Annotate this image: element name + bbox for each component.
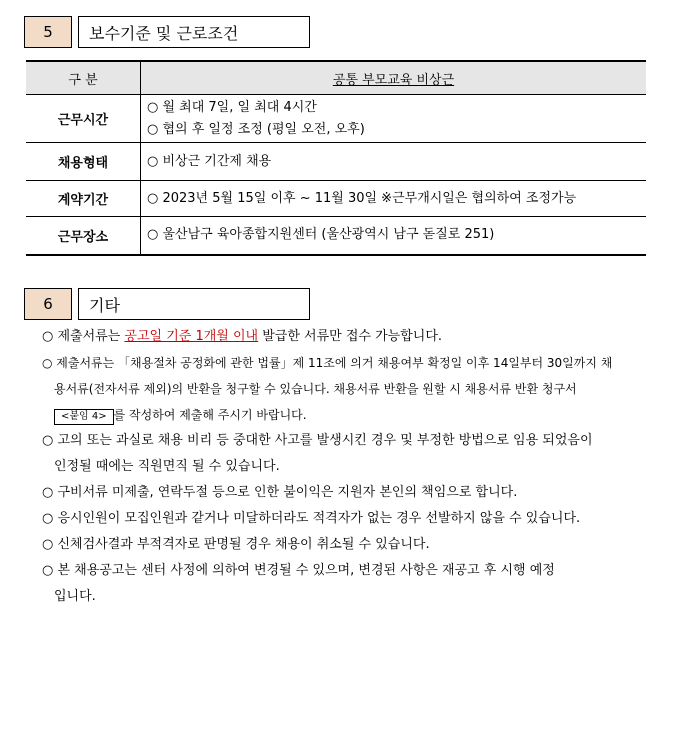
list-item: ○ 본 채용공고는 센터 사정에 의하여 변경될 수 있으며, 변경된 사항은 재공고 후 시행 예정 입니다. bbox=[42, 563, 555, 604]
row-value: ○ 월 최대 7일, 일 최대 4시간 ○ 협의 후 일정 조정 (평일 오전, 오후) bbox=[141, 95, 647, 143]
row-label: 근무시간 bbox=[26, 95, 141, 143]
table-header-value: 공통 부모교육 비상근 bbox=[141, 61, 647, 95]
row-label: 계약기간 bbox=[26, 181, 141, 217]
section-6-heading bbox=[24, 288, 310, 320]
table-row bbox=[26, 95, 646, 143]
row-value: ○ 2023년 5월 15일 이후 ~ 11월 30일 ※근무개시일은 협의하여 조정가능 bbox=[141, 181, 647, 217]
row-value: ○ 비상근 기간제 채용 bbox=[141, 143, 647, 181]
table-row bbox=[26, 217, 646, 255]
notes-list bbox=[42, 324, 652, 610]
deadline-highlight: 공고일 기준 1개월 이내 bbox=[124, 329, 259, 344]
conditions-table bbox=[26, 60, 646, 256]
table-row bbox=[26, 181, 646, 217]
table-header-row bbox=[26, 61, 646, 95]
table-header-label: 구 분 bbox=[26, 61, 141, 95]
section-title: 보수기준 및 근로조건 bbox=[78, 16, 310, 48]
section-number: 5 bbox=[24, 16, 72, 48]
list-item: ○ 신체검사결과 부적격자로 판명될 경우 채용이 취소될 수 있습니다. bbox=[42, 537, 430, 552]
section-title: 기타 bbox=[78, 288, 310, 320]
row-label: 근무장소 bbox=[26, 217, 141, 255]
row-value: ○ 울산남구 육아종합지원센터 (울산광역시 남구 돋질로 251) bbox=[141, 217, 647, 255]
section-number: 6 bbox=[24, 288, 72, 320]
list-item: ○ 제출서류는 공고일 기준 1개월 이내 발급한 서류만 접수 가능합니다. bbox=[42, 329, 443, 344]
list-item: ○ 구비서류 미제출, 연락두절 등으로 인한 불이익은 지원자 본인의 책임으로 합니다. bbox=[42, 485, 518, 500]
attachment-tag: <붙임 4> bbox=[54, 409, 114, 425]
row-label: 채용형태 bbox=[26, 143, 141, 181]
list-item: ○ 응시인원이 모집인원과 같거나 미달하더라도 적격자가 없는 경우 선발하지 않을 수 있습니다. bbox=[42, 511, 581, 526]
section-5-heading bbox=[24, 16, 310, 48]
list-item: ○ 제출서류는 「채용절차 공정화에 관한 법률」제 11조에 의거 채용여부 확정일 이후 14일부터 30일까지 채 용서류(전자서류 제외)의 반환을 청구할 수 있습니다. 채용서류 반환을 원할 시 채용서류 반환 청구서 <붙임 4> 를 작성하여 제출해 주시기 바랍니다. bbox=[42, 350, 652, 428]
list-item: ○ 고의 또는 과실로 채용 비리 등 중대한 사고를 발생시킨 경우 및 부정한 방법으로 임용 되었음이 인정될 때에는 직원면직 될 수 있습니다. bbox=[42, 433, 593, 474]
table-row bbox=[26, 143, 646, 181]
